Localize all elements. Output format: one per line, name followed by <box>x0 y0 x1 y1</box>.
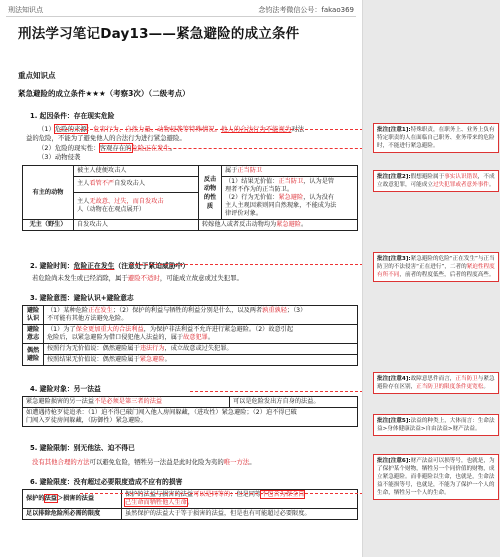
comment-3[interactable]: 批注[注意3]:紧急避险的危险“正在发生”与正当防卫的不法侵害“正在进行”，二者的紧迫性程度有所不同，前者的程度低些，后者的程度高些。 <box>373 252 499 282</box>
row-head-owned: 有主的动物 <box>23 166 74 220</box>
section-3-heading: 3. 避险意图：避险认识+避险意志 <box>30 294 134 302</box>
intent-r3: 按照行为无价值说：偶然避险属于违法行为，成立故意或过失犯罪。 <box>44 344 358 355</box>
limit-r1: 保护的法益与损害的法益可以是同等的；但是同等不包含为保全自 己生命而牺牲他人生命。 <box>122 490 358 509</box>
section-1-heading: 1. 起因条件：存在现实危险 <box>30 112 115 120</box>
comment-sidebar <box>362 0 500 557</box>
animal-attack-table <box>22 165 358 231</box>
section-4-heading: 4. 避险对象：另一法益 <box>30 385 101 393</box>
limit-r2-head: 足以排除危险所必需的限度 <box>23 509 122 520</box>
connector-4 <box>190 391 373 392</box>
section-5-heading: 5. 避险限制：别无他法、迫不得已 <box>30 444 135 452</box>
comment-1[interactable]: 批注[注意1]:特殊职责，在职务上、业务上负有特定职责的人在面临自己职务、业务带来的危险时，不能进行紧急避险。 <box>373 123 499 153</box>
object-r1-left: 紧急避险损害的另一法益不是必须是第三者的法益 <box>23 397 230 408</box>
section-2-heading: 2. 避险时间：危险正在发生（注意处于紧迫威胁中） <box>30 262 190 270</box>
s5-line1: 没有其他合理的方法可以避免危险，牺牲另一法益是此时化险为夷的唯一方法。 <box>32 458 256 466</box>
s1-line1: （1）危险的来源：危害行为、自然力量、动物侵袭等特殊情况。他人的合法行为不能视为对法 <box>38 125 305 133</box>
owned-right1: 属于正当防卫 <box>222 166 358 177</box>
connector-1 <box>60 129 373 130</box>
s1-line2: 益的危险，不能为了避免他人的合法行为进行紧急避险。 <box>26 134 186 142</box>
header-right: 念钧法考微信公号：fakao369 <box>258 6 354 14</box>
intent-table <box>22 305 358 366</box>
owned-right2: （1）结果无价值：正当防卫，认为是管 理者不作为的正当防卫。 （2）行为无价值：紧急避险，认为没有 主人主观因素则同自然现象，不能成为法 律评价对象。 <box>222 177 358 220</box>
owned-r3: 主人无故意、过失，而自发攻击 人（动物在在观点展开） <box>74 192 199 219</box>
object-r2: 如遭遇持枪歹徒追杀：（1）迫不得已破门闯入他人房间躲藏，（进攻性）紧急避险；（2）迫不得已破 门闯入歹徒房间躲藏，（防御性）紧急避险。 <box>23 408 358 427</box>
intent-r2-head: 避险意志 <box>23 325 44 344</box>
connector-3 <box>130 264 373 265</box>
limit-r1-head: 保护的法益＞损害的法益 <box>23 490 122 509</box>
intent-r4: 按照结果无价值说：偶然避险属于紧急避险。 <box>44 355 358 366</box>
comment-4[interactable]: 批注[注意4]:故障意思件而言，正当防卫与紧急避险存在区别，正当防卫的限度条件更宽松。 <box>373 372 499 394</box>
object-r1-right: 可以是危险发出方自身的法益。 <box>230 397 358 408</box>
intent-r2: （1）为了保全更加重大的合法利益，为保护非法利益不允许进行紧急避险。（2）故意引起 危险后，以紧急避险为借口侵犯他人法益的，属于故意犯罪。 <box>44 325 358 344</box>
row-head-wild: 无主（野生） <box>23 220 74 231</box>
owned-r1: 被主人使便攻击人 <box>74 166 199 177</box>
comment-5[interactable]: 批注[注意5]:法益的种类上，大体而言：生命法益>身体健康法益>自由法益>财产法益。 <box>373 414 499 436</box>
object-table <box>22 396 358 427</box>
page-title: 刑法学习笔记Day13——紧急避险的成立条件 <box>18 26 300 42</box>
page-header <box>6 2 356 17</box>
s2-line1: 若危险尚未发生或已经消除，属于避险不适时，可能成立故意或过失犯罪。 <box>32 274 243 282</box>
connector-2 <box>128 148 373 149</box>
key-points-label: 重点知识点 <box>18 71 56 80</box>
main-topic-label: 紧急避险的成立条件★★★（考察3次）（二级考点） <box>18 89 190 98</box>
header-left: 刑法知识点 <box>8 6 43 14</box>
section-6-heading: 6. 避险限度：没有超过必要限度造成不应有的损害 <box>30 478 183 486</box>
comment-2[interactable]: 批注[注意2]:假想避险属于事实认识错误，不成立故意犯罪，可能成立过失犯罪或者意外事件。 <box>373 170 499 192</box>
wild-mid: 自发攻击人 <box>74 220 199 231</box>
intent-r1-head: 避险认识 <box>23 306 44 325</box>
intent-r1: （1）某种危险正在发生；（2）保护的利益与牺牲的利益分别是什么，以及两者孰重孰轻；（3） 不可能有其他方法避免危险。 <box>44 306 358 325</box>
s1-line4: （3）动物侵袭 <box>38 153 81 161</box>
owned-r2: 主人看管不严自发攻击人 <box>74 177 199 193</box>
comment-6[interactable]: 批注[注意6]:财产法益可以损等号，也就是，为了保护某个财物，牺牲另一个同价值的财物，成立紧急避险。而非避险以生命，也就是，生命法益不能损等号，也就是，不能为了保护一个人的生命，牺牲另一个人的生命。 <box>373 454 499 500</box>
intent-r3-head: 偶然避险 <box>23 344 44 366</box>
mid-head: 反击动物的性质 <box>199 166 222 220</box>
connector-5 <box>80 493 373 494</box>
limit-r2: 虽然保护的法益大于等于损害的法益，但是也有可能超过必要限度。 <box>122 509 358 520</box>
s1-line3: （2）危险的现实性：客观存在的危险正在发生。 <box>38 144 177 152</box>
wild-right: 转嫁他人或者反击动物均为紧急避险。 <box>199 220 358 231</box>
